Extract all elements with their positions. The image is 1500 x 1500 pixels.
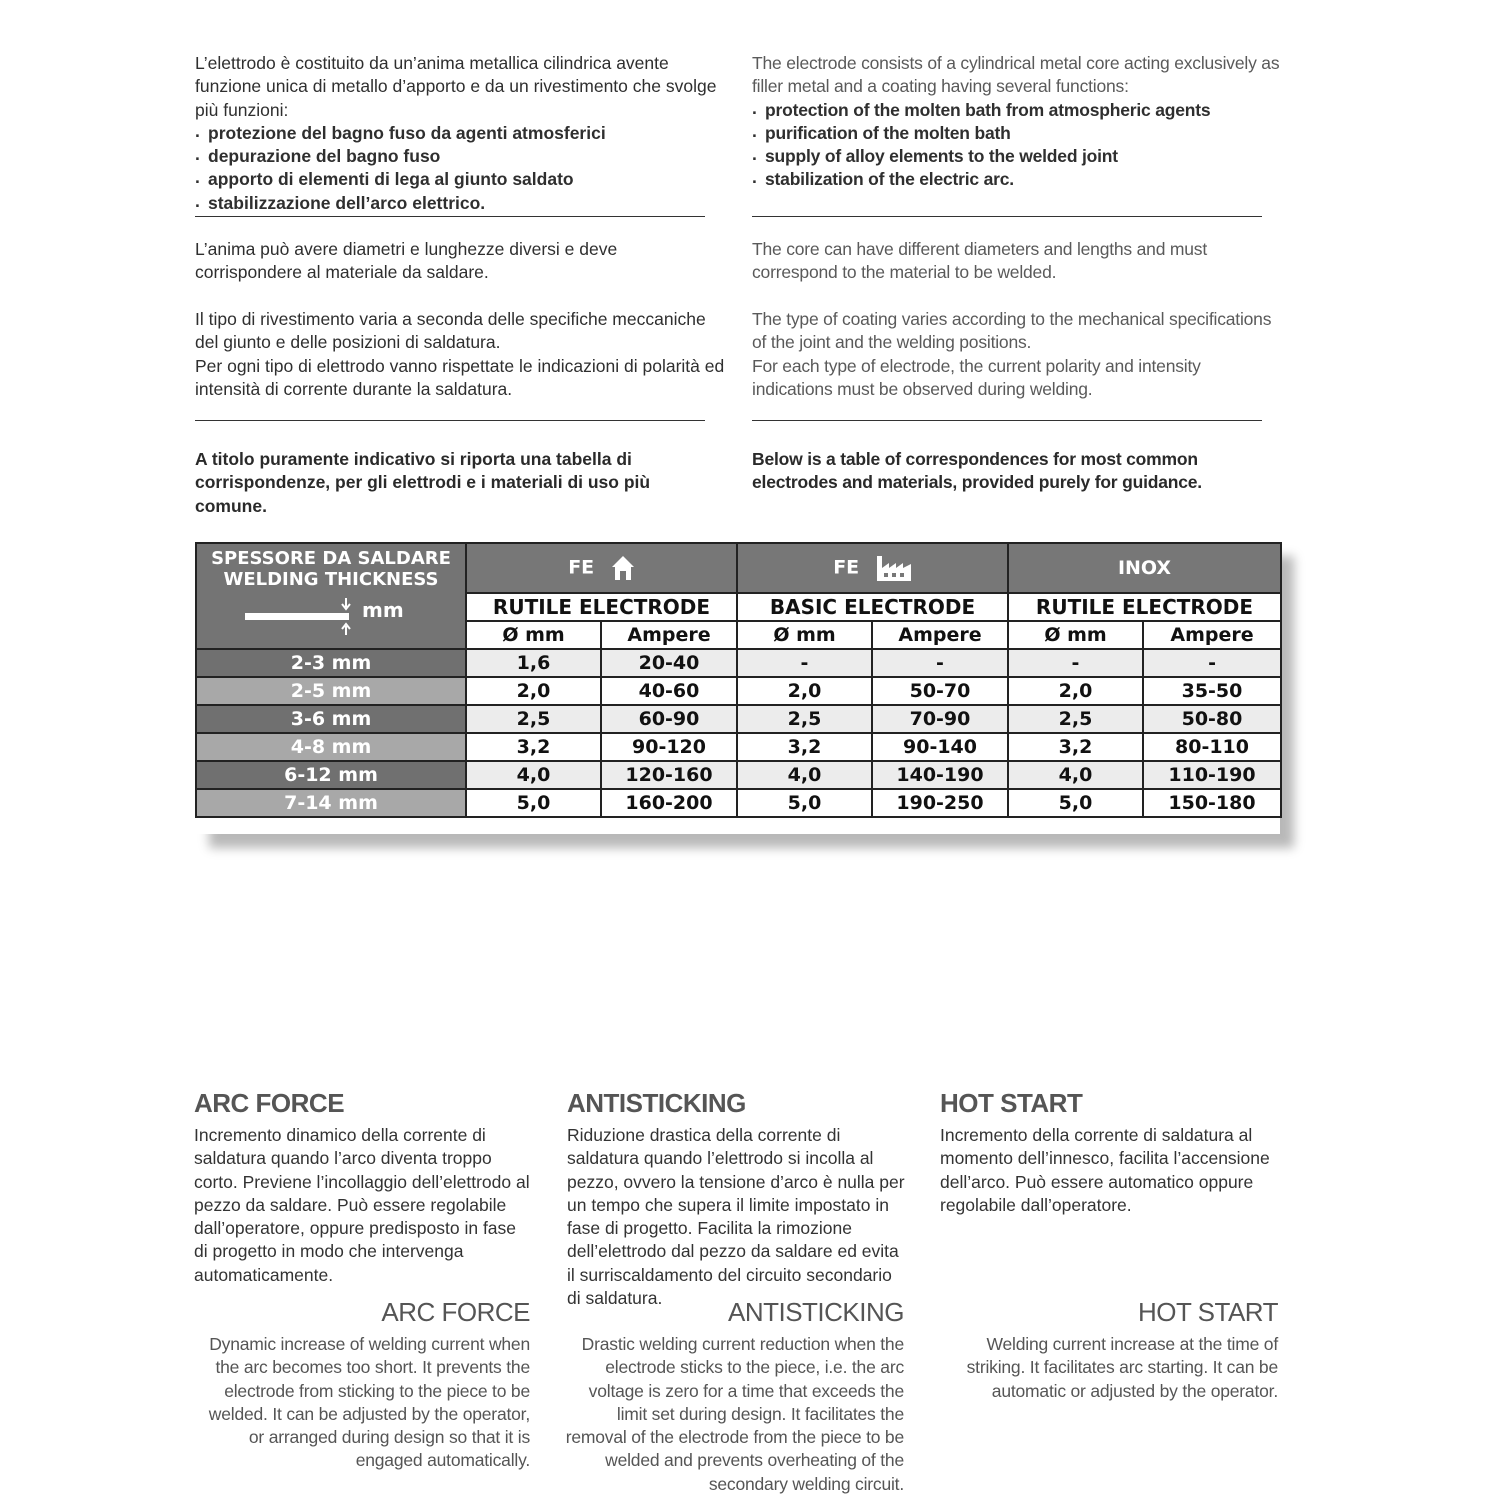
coating-text-it: Il tipo di rivestimento varia a seconda delle specifiche meccaniche del giunto e delle posizioni di saldatura. — [195, 309, 706, 353]
feature-text: Dynamic increase of welding current when the arc becomes too short. It prevents the electrode from sticking to the piece to be welded. It can be adjusted by the operator, or arranged during design so that it is engaged automatically. — [208, 1334, 530, 1471]
feature-antisticking-en — [564, 1297, 904, 1496]
coating-block-en — [752, 308, 1282, 401]
table-cell: - — [1008, 649, 1143, 677]
table-cell: 4,0 — [466, 761, 601, 789]
feature-antisticking-it — [567, 1088, 907, 1310]
table-cell: 2,5 — [1008, 705, 1143, 733]
table-cell: 50-70 — [872, 677, 1008, 705]
coating-text-en: The type of coating varies according to the mechanical specifications of the joint and the welding positions. — [752, 309, 1272, 353]
table-cell: 20-40 — [601, 649, 737, 677]
feature-title: ANTISTICKING — [567, 1088, 746, 1118]
table-cell: 3,2 — [466, 733, 601, 761]
thickness-cell: 7-14 mm — [196, 789, 466, 817]
thickness-gauge — [197, 596, 465, 636]
table-cell: 2,5 — [737, 705, 872, 733]
core-block-it — [195, 238, 725, 285]
material-label: INOX — [1117, 557, 1172, 579]
feature-arc-force-en — [190, 1297, 530, 1473]
table-cell: 60-90 — [601, 705, 737, 733]
unit-label: mm — [362, 598, 404, 622]
electrode-table — [195, 542, 1280, 834]
table-cell: 3,2 — [737, 733, 872, 761]
feature-text: Welding current increase at the time of striking. It facilitates arc starting. It can be automatic or adjusted by the operator. — [966, 1334, 1278, 1401]
table-cell: 2,0 — [466, 677, 601, 705]
feature-title: ARC FORCE — [381, 1297, 530, 1327]
table-cell: 190-250 — [872, 789, 1008, 817]
electrode-type-header: BASIC ELECTRODE — [737, 593, 1008, 621]
divider — [195, 216, 705, 217]
intro-block-en — [752, 52, 1282, 192]
table-cell: 3,2 — [1008, 733, 1143, 761]
table-intro-text-it: A titolo puramente indicativo si riporta una tabella di corrispondenze, per gli elettrodi e i materiali di uso più comune. — [195, 449, 651, 516]
polarity-text-it: Per ogni tipo di elettrodo vanno rispettate le indicazioni di polarità ed intensità di corrente durante la saldatura. — [195, 355, 725, 399]
intro-block-it — [195, 52, 725, 215]
electrode-type-header: RUTILE ELECTRODE — [1008, 593, 1281, 621]
table-cell: 110-190 — [1143, 761, 1281, 789]
group-header-fe-basic — [737, 543, 1008, 593]
table-cell: 35-50 — [1143, 677, 1281, 705]
table-cell: 2,0 — [737, 677, 872, 705]
table-cell: 120-160 — [601, 761, 737, 789]
feature-text: Incremento dinamico della corrente di saldatura quando l’arco diventa troppo corto. Previene l’incollaggio dell’elettrodo al pezzo da saldare. Può essere regolabile dall’operatore, oppure predisposto in fase di progetto in modo che intervenga automaticamente. — [194, 1125, 530, 1285]
table-cell: 2,5 — [466, 705, 601, 733]
feature-title: HOT START — [940, 1088, 1083, 1118]
thickness-gauge-icon — [197, 596, 467, 638]
table-row — [196, 677, 1281, 705]
table-cell: 4,0 — [1008, 761, 1143, 789]
table-cell: 50-80 — [1143, 705, 1281, 733]
intro-text-it: L’elettrodo è costituito da un’anima metallica cilindrica avente funzione unica di metallo d’apporto e da un rivestimento che svolge più funzioni: — [195, 53, 717, 120]
table-row — [196, 649, 1281, 677]
table-intro-en — [752, 448, 1282, 495]
feature-text: Incremento della corrente di saldatura al momento dell’innesco, facilita l’accensione dell’arco. Può essere automatico oppure regolabile dall’operatore. — [940, 1125, 1270, 1215]
list-item: . apporto di elementi di lega al giunto saldato — [195, 168, 725, 191]
diameter-column-header: Ø mm — [737, 621, 872, 649]
table-cell: - — [1143, 649, 1281, 677]
list-item: . stabilization of the electric arc. — [752, 168, 1282, 191]
table-intro-text-en: Below is a table of correspondences for most common electrodes and materials, provided purely for guidance. — [752, 449, 1202, 493]
table-cell: 150-180 — [1143, 789, 1281, 817]
thickness-cell: 3-6 mm — [196, 705, 466, 733]
table-row — [196, 705, 1281, 733]
thickness-cell: 2-3 mm — [196, 649, 466, 677]
electrode-type-header: RUTILE ELECTRODE — [466, 593, 737, 621]
core-text-it: L’anima può avere diametri e lunghezze diversi e deve corrispondere al materiale da saldare. — [195, 239, 618, 283]
intro-text-en: The electrode consists of a cylindrical metal core acting exclusively as filler metal and a coating having several functions: — [752, 53, 1280, 97]
table-cell: 140-190 — [872, 761, 1008, 789]
functions-list-it — [195, 122, 725, 215]
table-cell: 5,0 — [466, 789, 601, 817]
coating-block-it — [195, 308, 725, 401]
list-item: . stabilizzazione dell’arco elettrico. — [195, 192, 725, 215]
material-label: FE — [568, 556, 595, 579]
table-cell: - — [737, 649, 872, 677]
ampere-column-header: Ampere — [601, 621, 737, 649]
feature-text: Riduzione drastica della corrente di saldatura quando l’elettrodo si incolla al pezzo, ovvero la tensione d’arco è nulla per un tempo che supera il limite impostato in fase di progetto. Facilita la rimozione dell’elettrodo dal pezzo da saldare ed evita il surriscaldamento del circuito secondario di saldatura. — [567, 1125, 905, 1309]
diameter-column-header: Ø mm — [466, 621, 601, 649]
electrode-table-grid — [195, 542, 1282, 818]
core-text-en: The core can have different diameters and lengths and must correspond to the material to be welded. — [752, 239, 1208, 283]
divider — [752, 420, 1262, 421]
ampere-column-header: Ampere — [1143, 621, 1281, 649]
thickness-header-it: SPESSORE DA SALDARE — [211, 548, 451, 569]
thickness-header — [196, 543, 466, 649]
feature-title: ARC FORCE — [194, 1088, 345, 1118]
core-block-en — [752, 238, 1282, 285]
table-cell: 80-110 — [1143, 733, 1281, 761]
table-row — [196, 789, 1281, 817]
table-intro-it — [195, 448, 725, 518]
table-cell: 5,0 — [737, 789, 872, 817]
material-label: FE — [833, 556, 860, 579]
ampere-column-header: Ampere — [872, 621, 1008, 649]
list-item: . supply of alloy elements to the welded joint — [752, 145, 1282, 168]
group-header-fe-rutile — [466, 543, 737, 593]
group-header-inox — [1008, 543, 1281, 593]
list-item: . depurazione del bagno fuso — [195, 145, 725, 168]
table-cell: 70-90 — [872, 705, 1008, 733]
feature-title: HOT START — [1138, 1297, 1278, 1327]
divider — [195, 420, 705, 421]
table-row — [196, 761, 1281, 789]
table-cell: 160-200 — [601, 789, 737, 817]
functions-list-en — [752, 99, 1282, 192]
table-cell: 5,0 — [1008, 789, 1143, 817]
thickness-cell: 4-8 mm — [196, 733, 466, 761]
thickness-header-en: WELDING THICKNESS — [223, 569, 439, 590]
feature-arc-force-it — [194, 1088, 534, 1287]
table-cell: 90-140 — [872, 733, 1008, 761]
list-item: . protezione del bagno fuso da agenti atmosferici — [195, 122, 725, 145]
thickness-cell: 2-5 mm — [196, 677, 466, 705]
table-cell: 1,6 — [466, 649, 601, 677]
list-item: . protection of the molten bath from atmospheric agents — [752, 99, 1282, 122]
table-cell: 2,0 — [1008, 677, 1143, 705]
feature-title: ANTISTICKING — [727, 1297, 904, 1327]
table-row — [196, 733, 1281, 761]
feature-hot-start-en — [938, 1297, 1278, 1403]
thickness-cell: 6-12 mm — [196, 761, 466, 789]
table-cell: - — [872, 649, 1008, 677]
polarity-text-en: For each type of electrode, the current polarity and intensity indications must be observed during welding. — [752, 355, 1201, 399]
table-cell: 40-60 — [601, 677, 737, 705]
feature-hot-start-it — [940, 1088, 1280, 1217]
feature-text: Drastic welding current reduction when the electrode sticks to the piece, i.e. the arc voltage is zero for a time that exceeds the limit set during design. It facilitates the removal of the electrode from the piece to be welded and prevents overheating of the secondary welding circuit. — [565, 1334, 904, 1494]
divider — [752, 216, 1262, 217]
factory-icon — [876, 554, 912, 582]
table-cell: 4,0 — [737, 761, 872, 789]
table-cell: 90-120 — [601, 733, 737, 761]
house-icon — [611, 555, 635, 581]
diameter-column-header: Ø mm — [1008, 621, 1143, 649]
list-item: . purification of the molten bath — [752, 122, 1282, 145]
